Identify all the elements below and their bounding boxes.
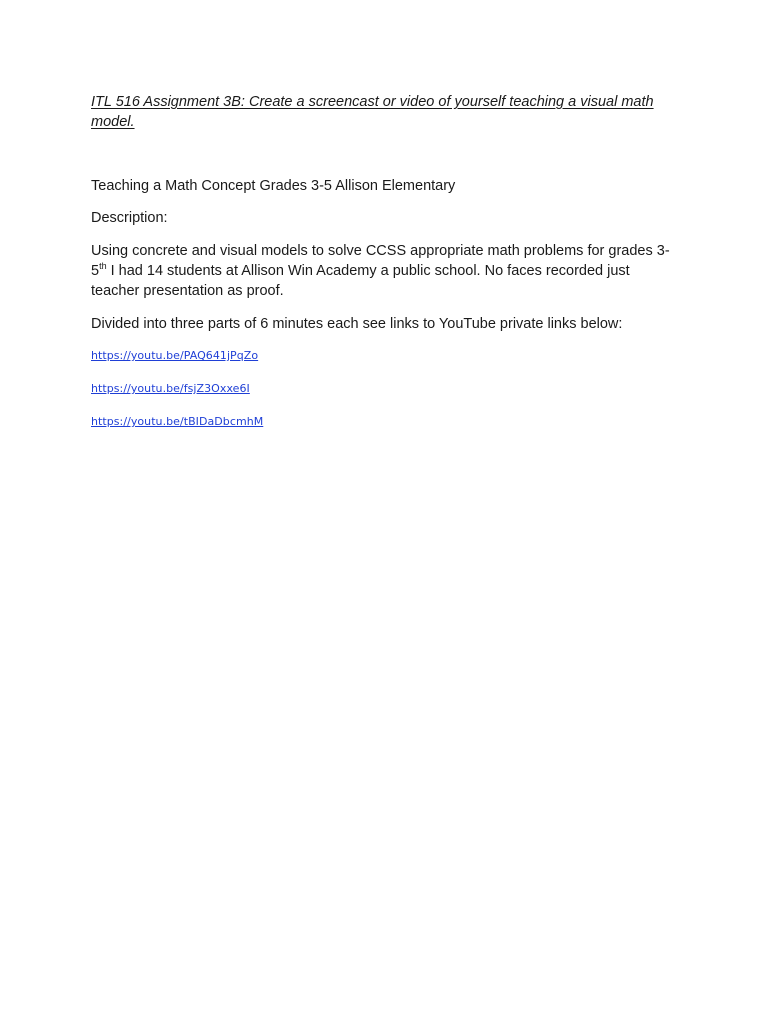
youtube-link-part-1[interactable]: https://youtu.be/PAQ641jPqZo: [91, 349, 259, 362]
description-text-end: I had 14 students at Allison Win Academy a public school. No faces recorded just teacher presentation as proof.: [91, 263, 630, 299]
description-label: Description:: [91, 210, 168, 226]
ordinal-superscript: th: [99, 261, 107, 272]
description-body: [91, 241, 681, 301]
lesson-title: Teaching a Math Concept Grades 3-5 Allison Elementary: [91, 178, 456, 194]
assignment-heading: ITL 516 Assignment 3B: Create a screencast or video of yourself teaching a visual math model.: [91, 94, 654, 130]
divided-parts-text: Divided into three parts of 6 minutes each see links to YouTube private links below:: [91, 316, 623, 332]
youtube-link-part-2[interactable]: https://youtu.be/fsjZ3Oxxe6I: [91, 382, 250, 395]
youtube-link-part-3[interactable]: https://youtu.be/tBIDaDbcmhM: [91, 415, 264, 428]
description-text-start: Using concrete and visual models to solve CCSS appropriate math problems for grades 3-5: [91, 243, 670, 279]
